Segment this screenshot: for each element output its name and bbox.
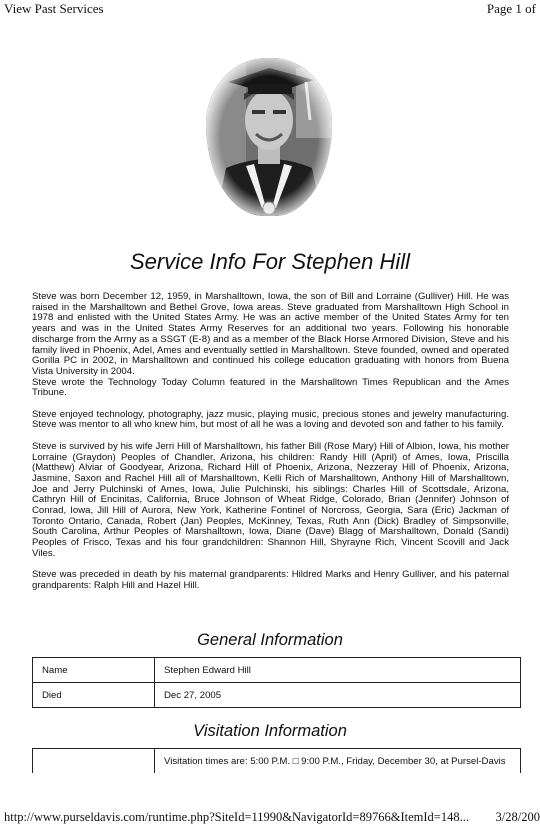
table-value: Stephen Edward Hill <box>155 658 521 683</box>
bio-paragraph-text: Steve was born December 12, 1959, in Marshalltown, Iowa, the son of Bill and Lorraine (Gulliver) Hill. He was raised in the Marshalltown and Bethel Grove, Iowa areas. Steve graduated from Marshalltown High School in 1978 and enlisted with the United States Army. He was an active member of the United States Army for ten years and was in the United States Army Reserves for an additional two years. Following his honorable discharge from the Army as a SSGT (E-8) and as a member of the Black Horse Armored Division, Steve and his family lived in Phoenix, Adel, Ames and eventually settled in Marshalltown. Steve founded, owned and operated Gorilla PC in 2002, in Marshalltown and continued his college education graduating with honors from Buena Vista University in 2004. <box>32 291 509 377</box>
print-header-page: Page 1 of <box>486 1 536 16</box>
bio-paragraph: Steve was preceded in death by his maternal grandparents: Hildred Marks and Henry Gulliver, and his paternal grandparents: Ralph Hill and Hazel Hill. <box>32 569 509 591</box>
table-value: Dec 27, 2005 <box>155 683 521 708</box>
print-footer-date: 3/28/200 <box>495 810 540 824</box>
table-row <box>33 749 521 774</box>
table-row <box>33 683 521 708</box>
table-label <box>33 749 155 774</box>
print-footer-url: http://www.purseldavis.com/runtime.php?SiteId=11990&NavigatorId=89766&ItemId=148... <box>4 810 469 824</box>
table-label: Name <box>33 658 155 683</box>
portrait-photo-icon <box>206 58 332 216</box>
bio-paragraph <box>32 292 509 399</box>
bio-paragraph: Steve is survived by his wife Jerri Hill of Marshalltown, his father Bill (Rose Mary) Hill of Albion, Iowa, his mother Lorraine (Graydon) Peoples of Chandler, Arizona, his children: Randy Hill (April) of Ames, Iowa, Priscilla (Matthew) Alviar of Goodyear, Arizona, Richard Hill of Phoenix, Arizona, Nezzeray Hill of Phoenix, Arizona, Jasmine, Saxon and Rachel Hill all of Marshalltown, Kelli Rich of Marshalltown, Anthony Hill of Marshalltown, Joe and Jerry Pulchinski of Ames, Iowa, Julie Pulchinski, his siblings: Charles Hill of Scottsdale, Arizona, Cathryn Hill of Encinitas, California, Bruce Johnson of Wheat Ridge, Colorado, Brian (Jennifer) Johnson of Conrad, Iowa, Jill Hill of Aurora, New York, Katherine Fontinel of Norcross, Georgia, Sara (Eric) Jackman of Toronto Ontario, Canada, Robert (Jan) Peoples, McKinney, Texas, Ruth Ann (Dick) Bradley of Simpsonville, South Carolina, Arthur Peoples of Marshalltown, Iowa, Diane (Dave) Blagg of Marshalltown, Donald (Sandi) Peoples of Frisco, Texas and his four grandchildren: Shannon Hill, Shyrayne Rich, Vincent Scovill and Jack Viles. <box>32 440 509 559</box>
biography <box>32 292 509 602</box>
visitation-information-table <box>32 748 521 773</box>
bio-paragraph-tail: Steve wrote the Technology Today Column featured in the Marshalltown Times Republican and the Ames Tribune. <box>32 376 509 399</box>
table-label: Died <box>33 683 155 708</box>
bio-paragraph: Steve enjoyed technology, photography, jazz music, playing music, precious stones and jewelry manufacturing. Steve was mentor to all who knew him, but most of all he was a loving and devoted son and father to his family. <box>32 408 509 431</box>
table-value: Visitation times are: 5:00 P.M. □ 9:00 P.M., Friday, December 30, at Pursel-Davis <box>155 749 521 774</box>
general-information-table <box>32 657 521 708</box>
portrait-photo <box>206 58 332 216</box>
page-title: Service Info For Stephen Hill <box>129 249 411 274</box>
visitation-information-heading: Visitation Information <box>193 722 347 740</box>
table-row <box>33 658 521 683</box>
print-header-title: View Past Services <box>4 1 104 16</box>
general-information-heading: General Information <box>197 631 343 649</box>
